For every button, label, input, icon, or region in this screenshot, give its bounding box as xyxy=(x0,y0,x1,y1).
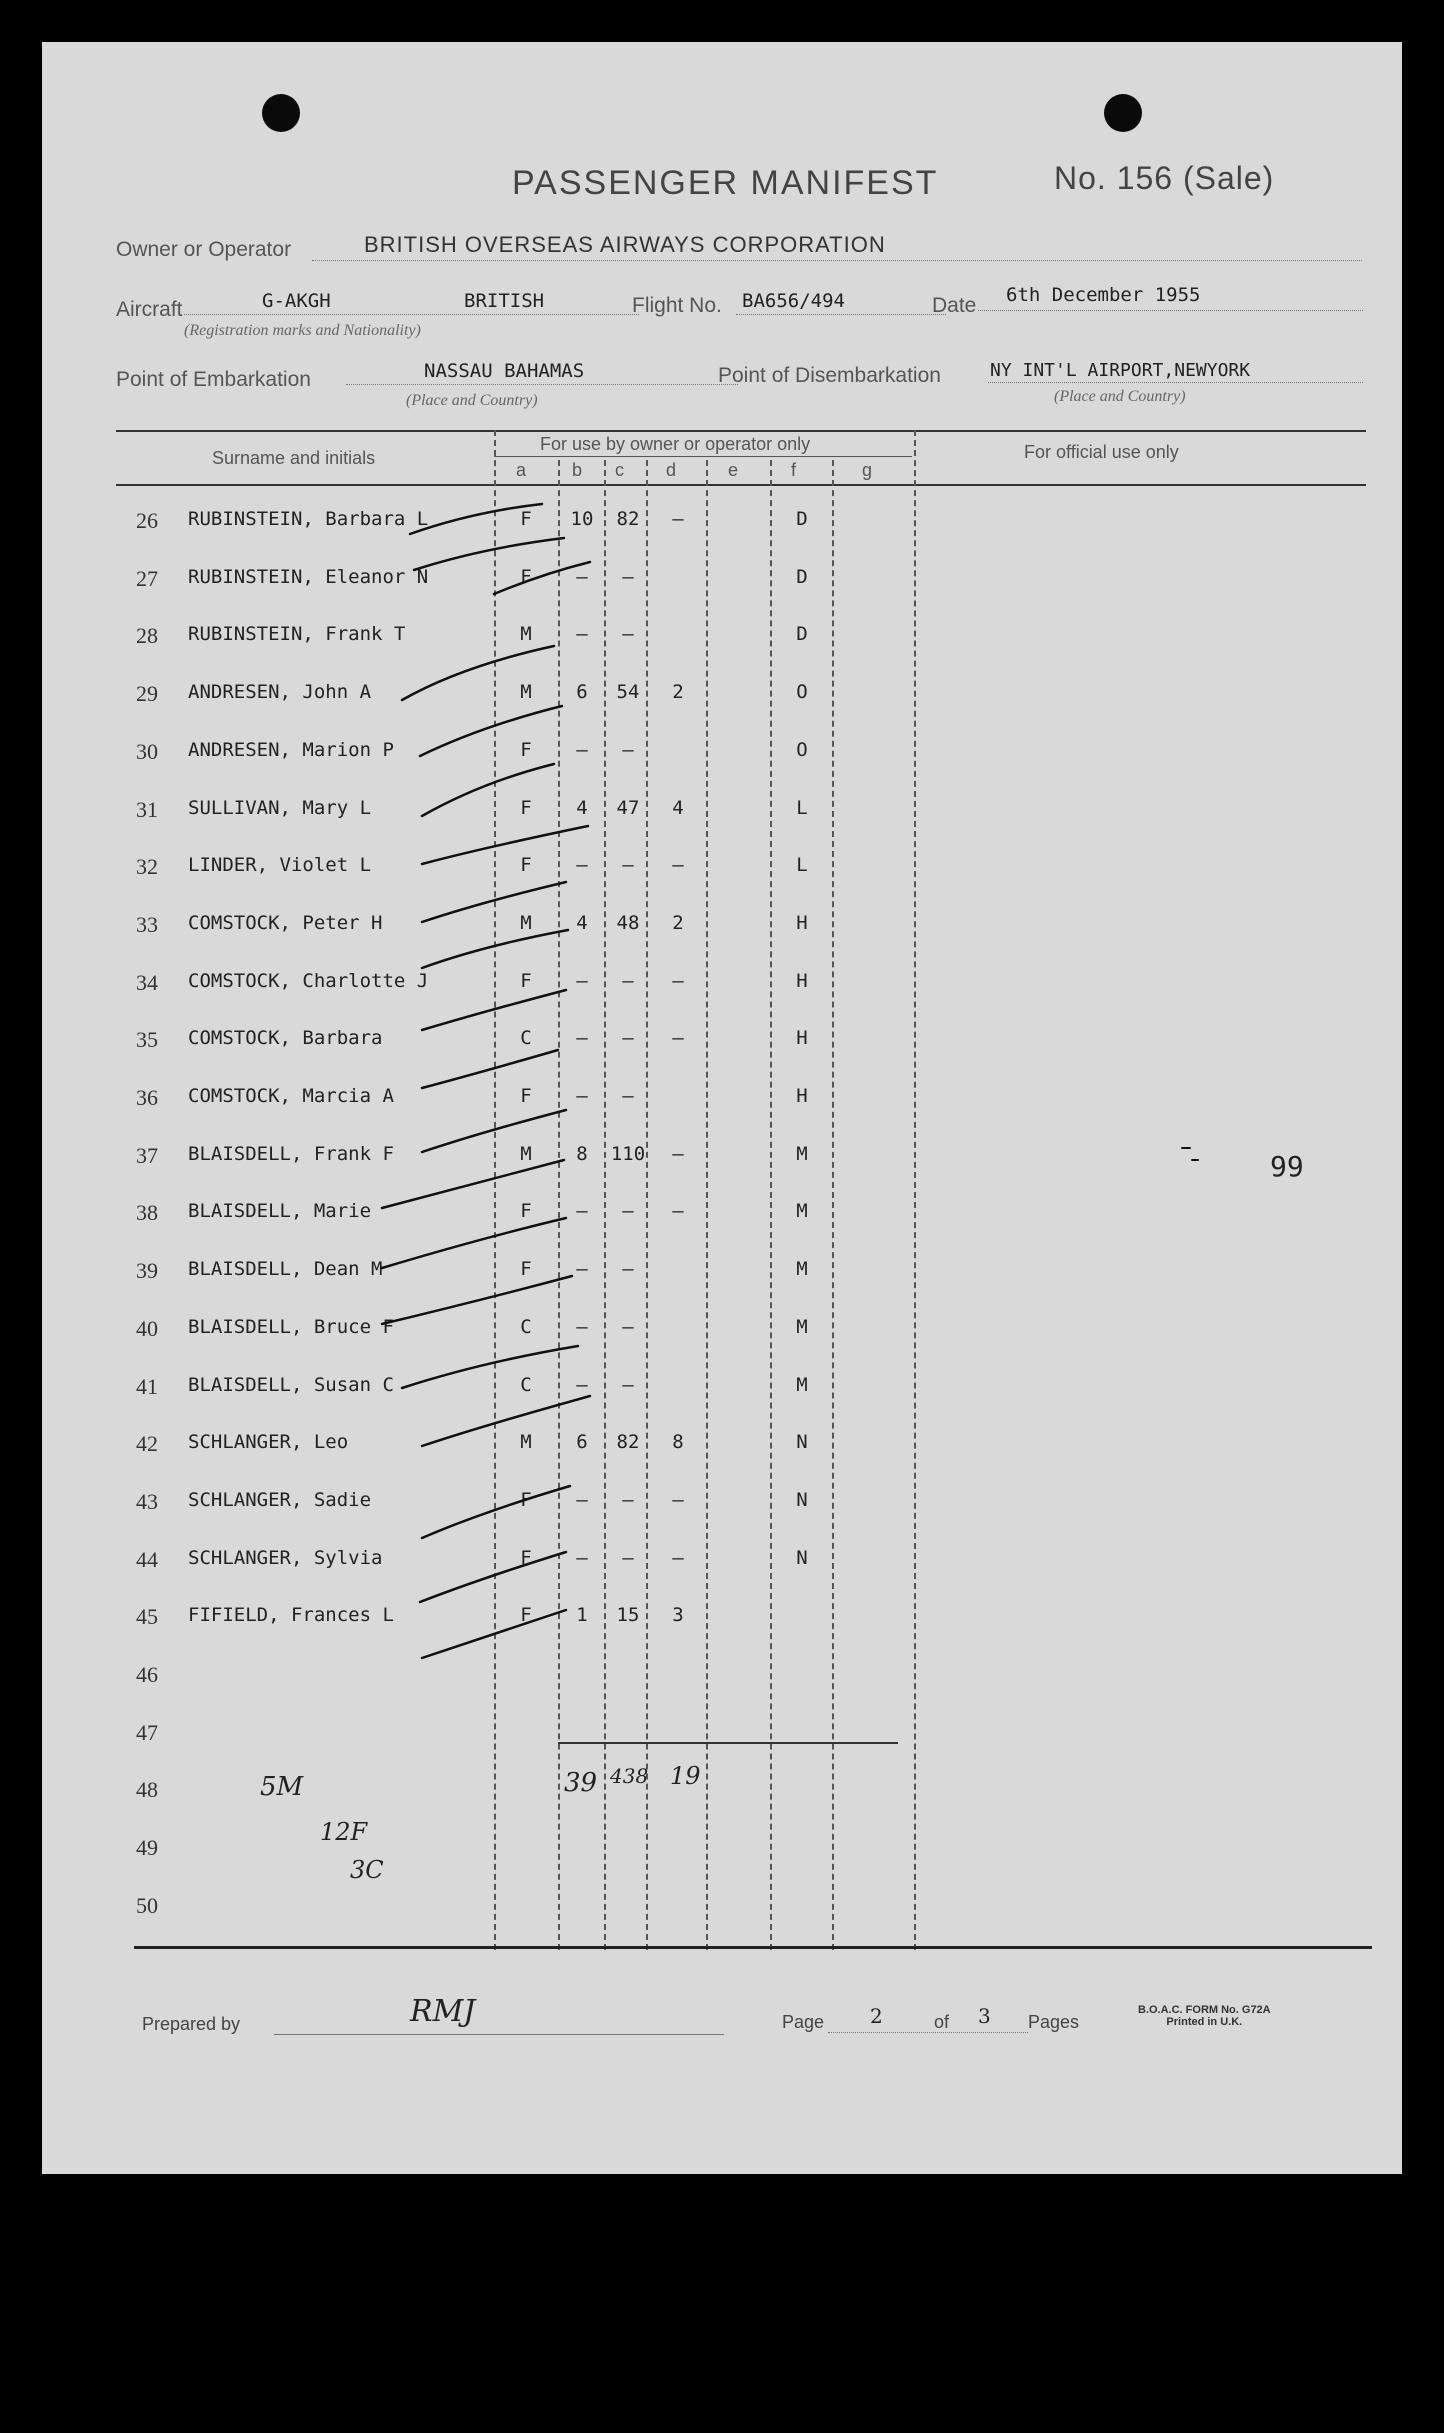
column-letter-f: f xyxy=(791,460,797,480)
row-number: 35 xyxy=(136,1027,158,1052)
handwritten-strokes xyxy=(42,42,1402,2174)
aircraft-note: (Registration marks and Nationality) xyxy=(184,322,421,339)
owner-use-header: For use by owner or operator only xyxy=(540,434,811,454)
page-label: Page xyxy=(782,2012,825,2032)
cell-c: – xyxy=(622,1547,634,1569)
row-number: 45 xyxy=(136,1604,158,1629)
cell-sex: C xyxy=(520,1316,532,1338)
cell-c: – xyxy=(622,970,634,992)
cell-f: D xyxy=(796,623,808,645)
column-letter-a: a xyxy=(516,460,527,480)
cell-b: – xyxy=(576,566,588,588)
cell-d: – xyxy=(672,508,684,530)
passenger-name: BLAISDELL, Marie xyxy=(188,1200,372,1222)
cell-f: N xyxy=(796,1431,808,1453)
passenger-name: SCHLANGER, Leo xyxy=(188,1431,349,1453)
cell-c: 48 xyxy=(616,912,640,934)
disembark-label: Point of Disembarkation xyxy=(718,364,941,387)
row-number: 32 xyxy=(136,854,158,879)
cell-c: – xyxy=(622,739,634,761)
page-number: 2 xyxy=(870,2004,883,2028)
cell-d: 2 xyxy=(672,681,684,703)
cell-f: M xyxy=(796,1374,808,1396)
cell-f: D xyxy=(796,566,808,588)
passenger-name: COMSTOCK, Peter H xyxy=(188,912,383,934)
tally-male: 5M xyxy=(260,1772,304,1802)
row-number: 38 xyxy=(136,1200,158,1225)
row-number: 42 xyxy=(136,1431,158,1456)
cell-c: – xyxy=(622,854,634,876)
cell-sex: C xyxy=(520,1374,532,1396)
cell-sex: F xyxy=(520,508,532,530)
total-b: 39 xyxy=(564,1768,598,1798)
aircraft-nationality: BRITISH xyxy=(464,290,545,312)
of-label: of xyxy=(934,2012,950,2032)
row-number: 39 xyxy=(136,1258,158,1283)
page-total: 3 xyxy=(978,2004,991,2028)
cell-b: 6 xyxy=(576,681,588,703)
disembark-note: (Place and Country) xyxy=(1054,388,1186,405)
cell-f: M xyxy=(796,1200,808,1222)
manifest-number: No. 156 (Sale) xyxy=(1054,160,1275,196)
row-number: 41 xyxy=(136,1374,158,1399)
cell-f: H xyxy=(796,970,808,992)
passenger-name: SCHLANGER, Sadie xyxy=(188,1489,372,1511)
row-number: 40 xyxy=(136,1316,158,1341)
cell-c: 82 xyxy=(616,1431,640,1453)
cell-f: D xyxy=(796,508,808,530)
row-number: 50 xyxy=(136,1893,158,1918)
cell-sex: F xyxy=(520,854,532,876)
cell-c: 110 xyxy=(610,1143,646,1165)
row-number: 30 xyxy=(136,739,158,764)
cell-b: – xyxy=(576,1200,588,1222)
cell-f: M xyxy=(796,1143,808,1165)
cell-sex: F xyxy=(520,1604,532,1626)
prepared-by-label: Prepared by xyxy=(142,2014,241,2034)
passenger-name: BLAISDELL, Dean M xyxy=(188,1258,383,1280)
passenger-name: COMSTOCK, Barbara xyxy=(188,1027,383,1049)
row-number: 43 xyxy=(136,1489,158,1514)
row-number: 47 xyxy=(136,1720,158,1745)
official-note: 99 xyxy=(1270,1150,1304,1183)
tally-children: 3C xyxy=(350,1856,384,1884)
row-number: 33 xyxy=(136,912,158,937)
flight-label: Flight No. xyxy=(632,294,722,317)
row-number: 36 xyxy=(136,1085,158,1110)
column-letter-c: c xyxy=(615,460,624,480)
cell-b: – xyxy=(576,1374,588,1396)
cell-sex: F xyxy=(520,1547,532,1569)
cell-f: H xyxy=(796,912,808,934)
cell-c: 47 xyxy=(616,797,640,819)
cell-sex: F xyxy=(520,1200,532,1222)
cell-d: – xyxy=(672,1547,684,1569)
cell-sex: C xyxy=(520,1027,532,1049)
cell-b: 10 xyxy=(570,508,594,530)
cell-b: 8 xyxy=(576,1143,588,1165)
date-value: 6th December 1955 xyxy=(1006,284,1201,306)
row-number: 31 xyxy=(136,797,158,822)
cell-c: – xyxy=(622,1489,634,1511)
row-number: 29 xyxy=(136,681,158,706)
cell-c: 54 xyxy=(616,681,640,703)
cell-f: M xyxy=(796,1316,808,1338)
manifest-title: PASSENGER MANIFEST xyxy=(512,164,939,202)
row-number: 46 xyxy=(136,1662,158,1687)
cell-f: H xyxy=(796,1085,808,1107)
passenger-name: SULLIVAN, Mary L xyxy=(188,797,372,819)
cell-d: 3 xyxy=(672,1604,684,1626)
date-label: Date xyxy=(932,294,977,317)
row-number: 26 xyxy=(136,508,158,533)
cell-d: – xyxy=(672,970,684,992)
cell-c: – xyxy=(622,1027,634,1049)
row-number: 44 xyxy=(136,1547,158,1572)
passenger-name: SCHLANGER, Sylvia xyxy=(188,1547,383,1569)
cell-f: N xyxy=(796,1547,808,1569)
embark-label: Point of Embarkation xyxy=(116,368,311,391)
prepared-by-signature: RMJ xyxy=(410,1994,476,2029)
passenger-name: BLAISDELL, Frank F xyxy=(188,1143,394,1165)
cell-d: – xyxy=(672,1200,684,1222)
cell-c: – xyxy=(622,1200,634,1222)
cell-b: 6 xyxy=(576,1431,588,1453)
cell-f: L xyxy=(796,797,808,819)
cell-c: – xyxy=(622,1258,634,1280)
manifest-sheet xyxy=(42,42,1402,2174)
passenger-name: RUBINSTEIN, Eleanor N xyxy=(188,566,429,588)
passenger-name: RUBINSTEIN, Frank T xyxy=(188,623,406,645)
passenger-name: ANDRESEN, John A xyxy=(188,681,372,703)
passenger-name: ANDRESEN, Marion P xyxy=(188,739,394,761)
aircraft-registration: G-AKGH xyxy=(262,290,331,312)
row-number: 48 xyxy=(136,1777,158,1802)
owner-label: Owner or Operator xyxy=(116,238,292,261)
row-number: 37 xyxy=(136,1143,158,1168)
cell-b: – xyxy=(576,739,588,761)
cell-sex: M xyxy=(520,1143,532,1165)
passenger-name: COMSTOCK, Marcia A xyxy=(188,1085,394,1107)
cell-c: 82 xyxy=(616,508,640,530)
cell-sex: F xyxy=(520,797,532,819)
cell-sex: F xyxy=(520,739,532,761)
cell-c: – xyxy=(622,1374,634,1396)
row-number: 28 xyxy=(136,623,158,648)
cell-b: – xyxy=(576,1027,588,1049)
cell-b: 4 xyxy=(576,797,588,819)
cell-sex: F xyxy=(520,1489,532,1511)
cell-f: O xyxy=(796,739,808,761)
cell-sex: F xyxy=(520,1085,532,1107)
passenger-name: BLAISDELL, Bruce F xyxy=(188,1316,394,1338)
column-letter-e: e xyxy=(728,460,739,480)
cell-d: 8 xyxy=(672,1431,684,1453)
pages-label: Pages xyxy=(1028,2012,1080,2032)
flight-number: BA656/494 xyxy=(742,290,845,312)
cell-d: – xyxy=(672,1027,684,1049)
cell-c: – xyxy=(622,1316,634,1338)
passenger-name: COMSTOCK, Charlotte J xyxy=(188,970,429,992)
cell-b: – xyxy=(576,1316,588,1338)
cell-b: – xyxy=(576,623,588,645)
cell-d: – xyxy=(672,1489,684,1511)
passenger-name: FIFIELD, Frances L xyxy=(188,1604,394,1626)
column-letter-g: g xyxy=(862,460,873,480)
passenger-name: BLAISDELL, Susan C xyxy=(188,1374,394,1396)
cell-d: – xyxy=(672,854,684,876)
cell-b: 4 xyxy=(576,912,588,934)
cell-sex: F xyxy=(520,970,532,992)
cell-f: N xyxy=(796,1489,808,1511)
cell-b: – xyxy=(576,854,588,876)
cell-b: – xyxy=(576,1489,588,1511)
cell-sex: M xyxy=(520,623,532,645)
cell-d: 4 xyxy=(672,797,684,819)
total-d: 19 xyxy=(670,1762,701,1790)
passenger-name: LINDER, Violet L xyxy=(188,854,372,876)
row-number: 34 xyxy=(136,970,158,995)
aircraft-label: Aircraft xyxy=(116,298,183,321)
cell-sex: M xyxy=(520,681,532,703)
cell-sex: F xyxy=(520,566,532,588)
embark-note: (Place and Country) xyxy=(406,392,538,409)
cell-b: – xyxy=(576,970,588,992)
cell-b: – xyxy=(576,1258,588,1280)
disembark-value: NY INT'L AIRPORT,NEWYORK xyxy=(990,360,1251,381)
cell-c: – xyxy=(622,1085,634,1107)
cell-f: O xyxy=(796,681,808,703)
cell-c: 15 xyxy=(616,1604,640,1626)
cell-f: M xyxy=(796,1258,808,1280)
cell-b: 1 xyxy=(576,1604,588,1626)
cell-f: H xyxy=(796,1027,808,1049)
cell-c: – xyxy=(622,623,634,645)
row-number: 49 xyxy=(136,1835,158,1860)
form-number: B.O.A.C. FORM No. G72A Printed in U.K. xyxy=(1138,2004,1271,2028)
row-number: 27 xyxy=(136,566,158,591)
tally-female: 12F xyxy=(320,1818,368,1846)
cell-f: L xyxy=(796,854,808,876)
cell-c: – xyxy=(622,566,634,588)
cell-d: 2 xyxy=(672,912,684,934)
surname-header: Surname and initials xyxy=(212,448,376,468)
passenger-name: RUBINSTEIN, Barbara L xyxy=(188,508,429,530)
cell-sex: M xyxy=(520,912,532,934)
cell-b: – xyxy=(576,1547,588,1569)
cell-d: – xyxy=(672,1143,684,1165)
owner-value: BRITISH OVERSEAS AIRWAYS CORPORATION xyxy=(364,232,886,257)
official-use-header: For official use only xyxy=(1024,442,1179,462)
cell-sex: F xyxy=(520,1258,532,1280)
column-letter-d: d xyxy=(666,460,677,480)
embark-value: NASSAU BAHAMAS xyxy=(424,360,585,382)
column-letter-b: b xyxy=(572,460,583,480)
cell-sex: M xyxy=(520,1431,532,1453)
cell-b: – xyxy=(576,1085,588,1107)
total-c: 438 xyxy=(610,1764,649,1788)
